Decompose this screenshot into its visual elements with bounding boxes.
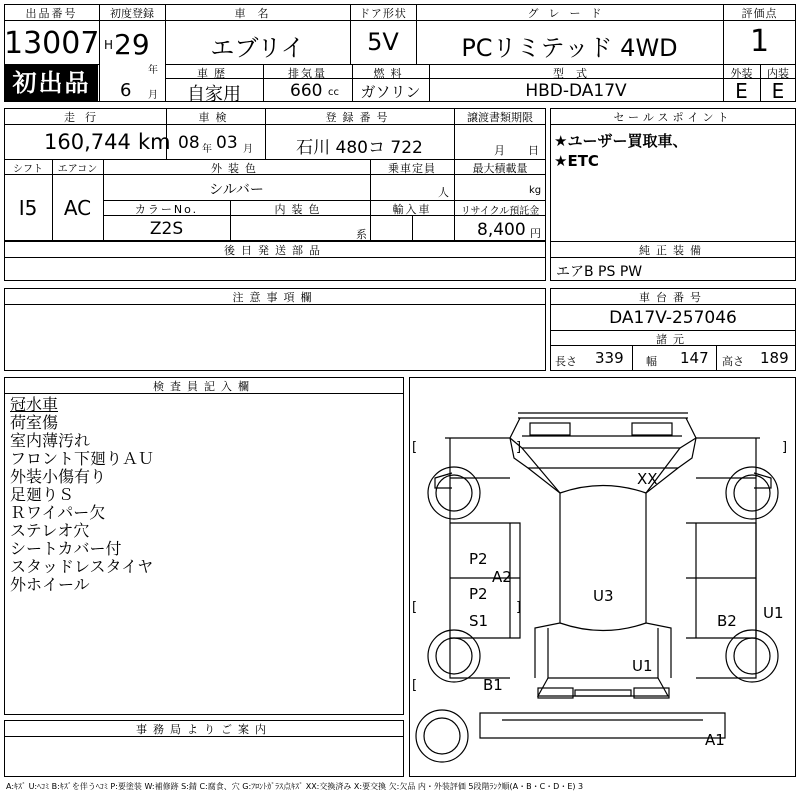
damage-mark: B1 [483,676,503,694]
height-label: 高さ [722,355,744,368]
import-label: 輸入車 [392,203,432,216]
equipment-label: 純正装備 [639,244,707,257]
transfer-day-unit: 日 [528,144,539,157]
ac: AC [63,196,92,220]
bracket-mark: ] [782,440,788,455]
damage-mark: U3 [593,587,614,605]
bracket-mark: [ [412,440,418,455]
inspection-label: 車検 [198,111,233,124]
damage-mark: P2 [469,585,488,603]
inspector-note: 外ホイール [10,575,90,594]
inspector-note: 足廻りＳ [10,485,75,504]
max-load-unit: kg [529,185,542,196]
plate-label: 登録番号 [325,111,394,124]
door-type: 5V [367,28,399,56]
equipment: エアB PS PW [556,264,643,280]
max-load-label: 最大積載量 [472,162,528,175]
exterior-color: シルバー [209,182,264,198]
car-name-label: 車名 [234,7,281,20]
transfer-month-unit: 月 [494,144,505,157]
notes-label: 注意事項欄 [232,291,318,304]
grade-label: グレード [527,7,612,20]
chassis-number: DA17V-257046 [609,308,737,328]
fuel-label: 燃料 [373,67,408,80]
shift-label: シフト [13,164,43,175]
sales-point-2: ★ETC [554,152,599,170]
year-unit: 年 [148,65,158,76]
exterior-color-label: 外装色 [211,162,262,175]
sales-point-1: ★ユーザー買取車、 [554,132,688,150]
displacement-unit: cc [328,87,339,98]
score-label: 評価点 [741,7,778,20]
inspector-note: ステレオ穴 [10,521,90,540]
damage-mark: P2 [469,550,488,568]
damage-mark: U1 [632,657,653,675]
registration-month: 6 [120,80,132,101]
dimensions-label: 諸元 [656,333,690,346]
inspector-note: 室内薄汚れ [10,431,91,450]
model-code: HBD-DA17V [525,81,627,101]
interior-label: 内装 [767,67,789,80]
transfer-deadline-label: 譲渡書類期限 [467,111,533,124]
inspection-month: 03 [216,133,238,153]
damage-mark: XX [637,470,658,488]
damage-mark: A1 [705,731,725,749]
mileage-unit: km [138,130,171,154]
inspector-note: シートカバー付 [10,539,122,558]
bracket-mark: [ [412,678,418,693]
inspector-label: 検査員記入欄 [153,380,255,393]
legend: A:ｷｽﾞ U:ﾍｺﾐ B:ｷｽﾞを伴うﾍｺﾐ P:要塗装 W:補修跡 S:錆 C:腐食、穴 G:ﾌﾛﾝﾄｶﾞﾗｽ点ｷｽﾞ XX:交換済み X:要交換 欠:欠品 内・外装評価 5段階ﾗﾝｸ順(A・B・C・D・E) 3 [6,782,584,791]
color-number: Z2S [149,219,184,239]
displacement: 660 [290,81,323,101]
inspector-notes [10,396,154,594]
height: 189 [760,349,789,367]
inspection-year-unit: 年 [202,144,212,155]
inspector-note: 荷室傷 [10,413,59,432]
car-outline-diagram [410,378,795,776]
chassis-label: 車台番号 [639,291,707,304]
inspector-note: スタッドレスタイヤ [10,557,154,576]
recycle-fee: 8,400 [477,220,526,240]
inspection-month-unit: 月 [243,144,253,155]
history: 自家用 [187,84,241,105]
damage-mark: B2 [717,612,737,630]
interior-color-unit: 系 [356,228,367,241]
color-number-label: カラーNo. [134,203,199,216]
fuel: ガソリン [360,83,421,101]
mileage-label: 走行 [64,111,106,124]
capacity-label: 乗車定員 [388,162,436,175]
registration-year: 29 [114,28,150,61]
first-listing-badge: 初出品 [5,65,98,101]
door-type-label: ドア形状 [359,7,407,20]
inspector-note: Ｒワイパー欠 [10,503,106,522]
recycle-unit: 円 [530,227,541,240]
history-label: 車歴 [197,67,231,80]
inspection-year: 08 [178,133,200,153]
displacement-label: 排気量 [288,67,327,80]
recycle-label: リサイクル預託金 [460,206,540,217]
inspector-note: フロント下廻りＡＵ [10,449,155,468]
plate-number: 石川 480コ 722 [296,138,423,158]
capacity-unit: 人 [438,186,449,199]
score: 1 [749,24,770,59]
lot-number: 13007 [4,26,100,61]
shift: I5 [18,196,38,220]
ac-label: エアコン [57,164,98,175]
interior-score: E [771,79,785,103]
width-label: 幅 [646,355,657,368]
first-registration-label: 初度登録 [110,7,154,20]
damage-mark: S1 [469,612,489,630]
month-unit: 月 [148,90,158,101]
length: 339 [595,349,624,367]
damage-diagram [409,377,796,777]
damage-mark: U1 [763,604,784,622]
wiper-shape [632,423,672,435]
length-label: 長さ [555,355,577,368]
exterior-label: 外装 [730,67,753,80]
era-label: H [104,38,114,52]
width: 147 [680,349,709,367]
inspector-note: 冠水車 [10,395,59,414]
bracket-mark: ] [516,440,522,455]
inspector-note: 外装小傷有り [10,467,107,486]
lot-number-label: 出品番号 [25,7,78,20]
model-label: 型式 [553,67,599,80]
mileage: 160,744 [44,130,131,154]
bracket-mark: ] [516,600,522,615]
interior-color-label: 内装色 [274,203,326,216]
grade: PCリミテッド 4WD [461,34,678,62]
car-name: エブリイ [210,34,305,62]
office-notice-label: 事務局よりご案内 [136,723,272,736]
exterior-score: E [735,79,748,103]
bracket-mark: [ [412,600,418,615]
later-parts-label: 後日発送部品 [224,244,326,257]
wiper-shape [530,423,570,435]
sales-points-label: セールスポイント [613,111,733,124]
damage-mark: A2 [492,568,512,586]
